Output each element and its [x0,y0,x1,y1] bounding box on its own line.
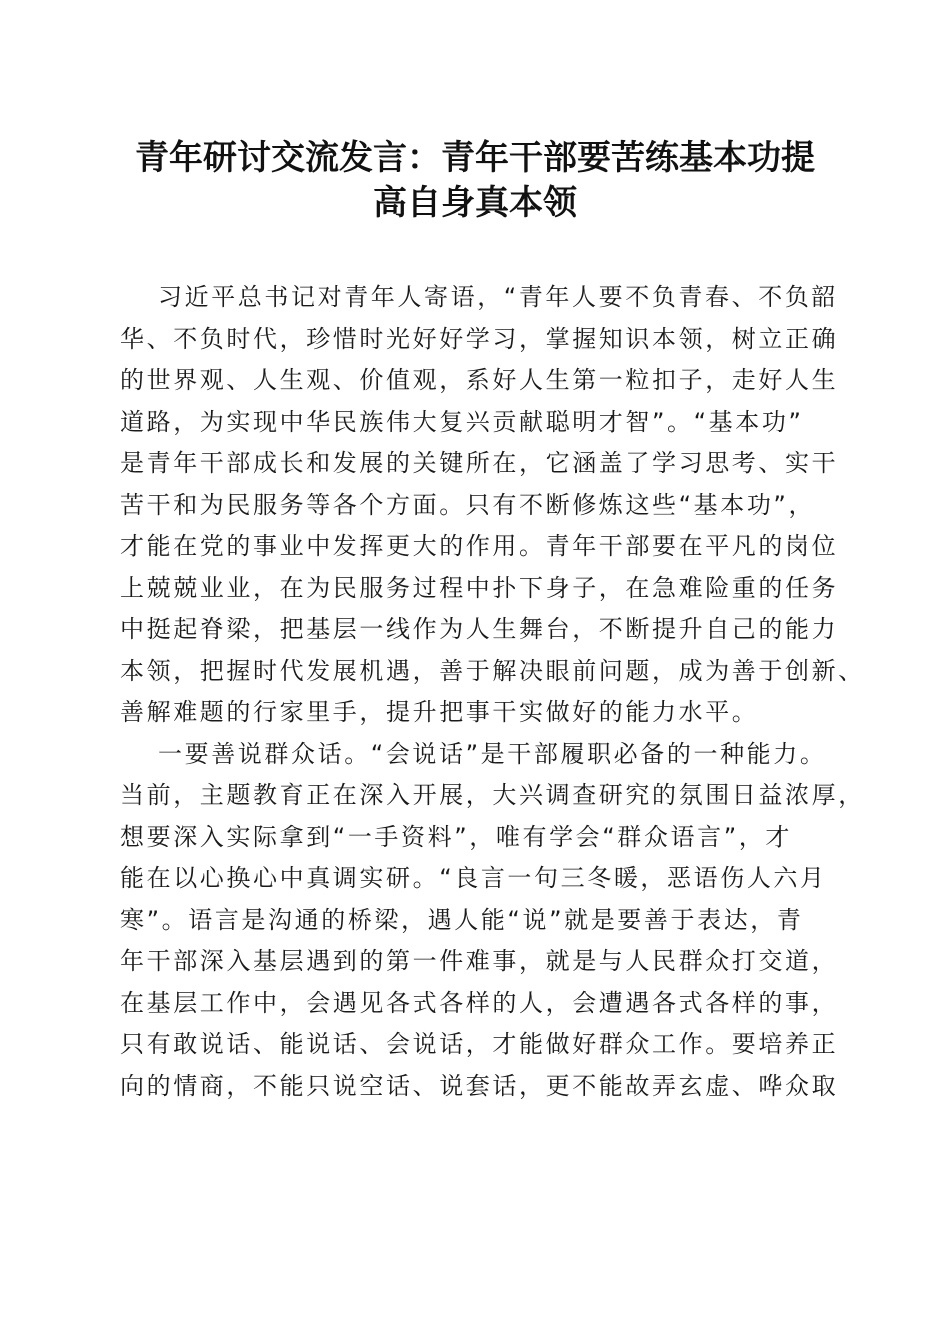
paragraph-line: 道路，为实现中华民族伟大复兴贡献聪明才智”。“基本功” [120,407,804,436]
paragraph-line: 善解难题的行家里手，提升把事干实做好的能力水平。 [120,698,759,726]
paragraph-line: 苦干和为民服务等各个方面。只有不断修炼这些“基本功”， [120,490,816,519]
paragraph-line: 想要深入实际拿到“一手资料”，唯有学会“群众语言”，才 [120,822,792,851]
page-title [100,136,850,226]
paragraph-line: 才能在党的事业中发挥更大的作用。青年干部要在平凡的岗位 [120,532,839,560]
paragraph-line: 当前，主题教育正在深入开展，大兴调查研究的氛围日益浓厚， [120,781,865,809]
paragraph-line: 中挺起脊梁，把基层一线作为人生舞台，不断提升自己的能力 [120,615,839,643]
title-line-2: 高自身真本领 [373,183,577,223]
title-line-1: 青年研讨交流发言：青年干部要苦练基本功提 [135,138,815,178]
paragraph-line: 华、不负时代，珍惜时光好好学习，掌握知识本领，树立正确 [120,324,839,353]
paragraph-line: 能在以心换心中真调实研。“良言一句三冬暖，恶语伤人六月 [120,864,827,892]
paragraph-line: 只有敢说话、能说话、会说话，才能做好群众工作。要培养正 [120,1030,839,1058]
paragraph-line: 一要善说群众话。“会说话”是干部履职必备的一种能力。 [158,739,827,768]
paragraph-line: 的世界观、人生观、价值观，系好人生第一粒扣子，走好人生 [120,366,839,394]
paragraph-line: 在基层工作中，会遇见各式各样的人，会遭遇各式各样的事， [120,988,839,1017]
paragraph-line: 寒”。语言是沟通的桥梁，遇人能“说”就是要善于表达，青 [120,905,804,934]
paragraph-line: 习近平总书记对青年人寄语，“青年人要不负青春、不负韶 [158,283,839,311]
paragraph-line: 本领，把握时代发展机遇，善于解决眼前问题，成为善于创新、 [120,656,865,685]
paragraph-line: 上兢兢业业，在为民服务过程中扑下身子，在急难险重的任务 [120,573,839,602]
paragraph-line: 向的情商，不能只说空话、说套话，更不能故弄玄虚、哗众取 [120,1071,839,1100]
paragraph-1 [120,277,865,734]
paragraph-2 [120,734,865,1108]
paragraph-line: 年干部深入基层遇到的第一件难事，就是与人民群众打交道， [120,947,839,975]
document-body [120,277,865,1107]
paragraph-line: 是青年干部成长和发展的关键所在，它涵盖了学习思考、实干 [120,449,839,477]
